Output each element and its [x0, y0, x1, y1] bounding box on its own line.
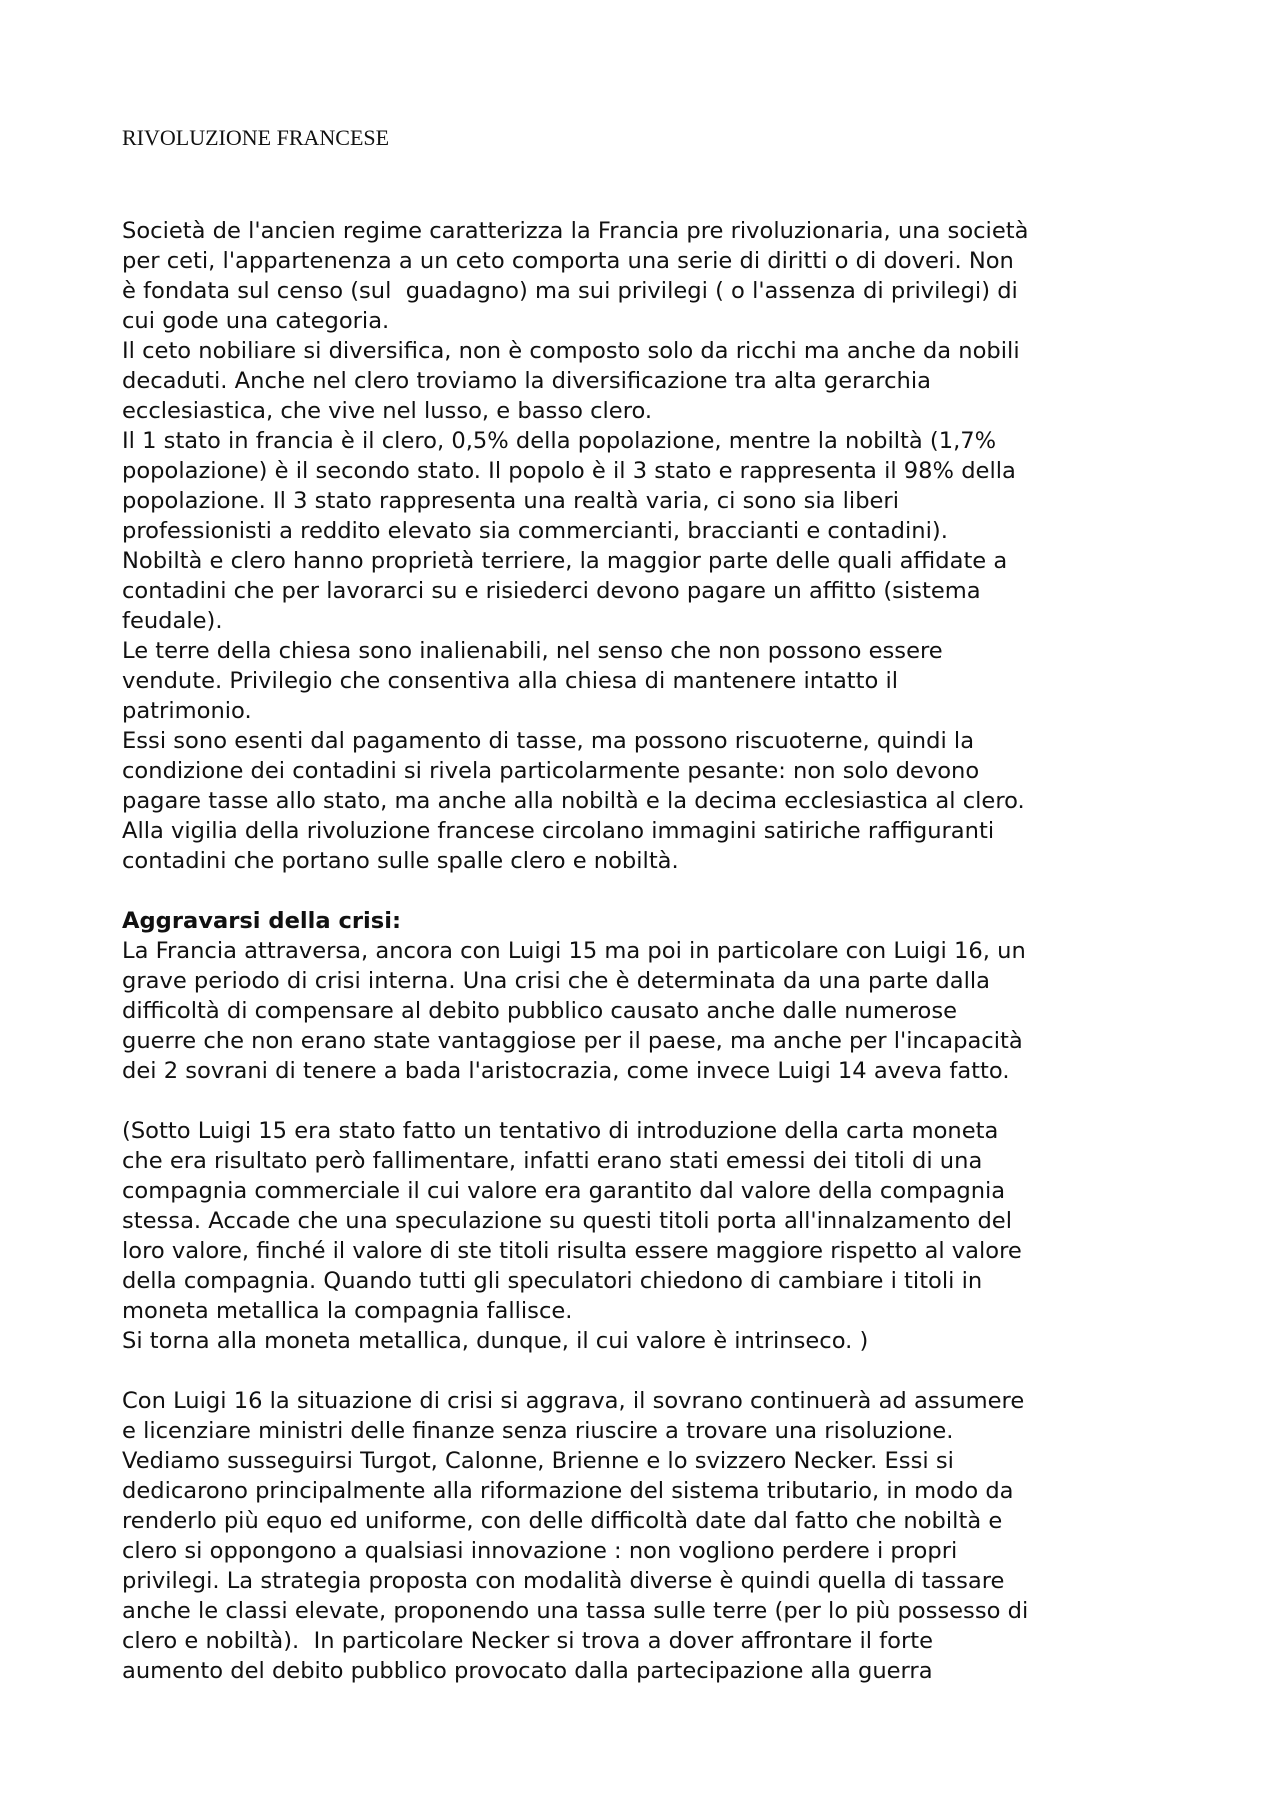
text-line: clero e nobiltà). In particolare Necker si trova a dover affrontare il forte — [122, 1628, 934, 1654]
text-line: patrimonio. — [122, 698, 252, 724]
document-page — [122, 120, 1172, 1686]
text-line: renderlo più equo ed uniforme, con delle difficoltà date dal fatto che nobiltà e — [122, 1508, 1003, 1534]
text-line: dei 2 sovrani di tenere a bada l'aristocrazia, come invece Luigi 14 aveva fatto. — [122, 1058, 1010, 1084]
text-line: contadini che portano sulle spalle clero e nobiltà. — [122, 848, 679, 874]
text-line: aumento del debito pubblico provocato dalla partecipazione alla guerra — [122, 1658, 933, 1684]
section-heading: Aggravarsi della crisi: — [122, 908, 402, 934]
text-line: è fondata sul censo (sul guadagno) ma sui privilegi ( o l'assenza di privilegi) di — [122, 278, 1018, 304]
text-line: contadini che per lavorarci su e risiederci devono pagare un affitto (sistema — [122, 578, 981, 604]
text-line: condizione dei contadini si rivela particolarmente pesante: non solo devono — [122, 758, 980, 784]
text-line: Il 1 stato in francia è il clero, 0,5% della popolazione, mentre la nobiltà (1,7% — [122, 428, 997, 454]
text-line: compagnia commerciale il cui valore era garantito dal valore della compagnia — [122, 1178, 1006, 1204]
text-line: Essi sono esenti dal pagamento di tasse, ma possono riscuoterne, quindi la — [122, 728, 975, 754]
text-line: Le terre della chiesa sono inalienabili, nel senso che non possono essere — [122, 638, 943, 664]
text-line: Vediamo susseguirsi Turgot, Calonne, Brienne e lo svizzero Necker. Essi si — [122, 1448, 954, 1474]
text-line: feudale). — [122, 608, 223, 634]
text-line: della compagnia. Quando tutti gli speculatori chiedono di cambiare i titoli in — [122, 1268, 983, 1294]
text-line: stessa. Accade che una speculazione su questi titoli porta all'innalzamento del — [122, 1208, 1012, 1234]
text-line: dedicarono principalmente alla riformazione del sistema tributario, in modo da — [122, 1478, 1014, 1504]
text-line: Con Luigi 16 la situazione di crisi si aggrava, il sovrano continuerà ad assumere — [122, 1388, 1025, 1414]
text-line: pagare tasse allo stato, ma anche alla nobiltà e la decima ecclesiastica al clero. — [122, 788, 1025, 814]
text-line: guerre che non erano state vantaggiose per il paese, ma anche per l'incapacità — [122, 1028, 1023, 1054]
text-line: moneta metallica la compagnia fallisce. — [122, 1298, 573, 1324]
text-line: Nobiltà e clero hanno proprietà terriere, la maggior parte delle quali affidate a — [122, 548, 1008, 574]
text-line: grave periodo di crisi interna. Una crisi che è determinata da una parte dalla — [122, 968, 990, 994]
text-line: vendute. Privilegio che consentiva alla chiesa di mantenere intatto il — [122, 668, 899, 694]
blank-line — [122, 876, 1172, 906]
text-line: ecclesiastica, che vive nel lusso, e basso clero. — [122, 398, 653, 424]
text-line: che era risultato però fallimentare, infatti erano stati emessi dei titoli di una — [122, 1148, 983, 1174]
text-line: Società de l'ancien regime caratterizza la Francia pre rivoluzionaria, una società — [122, 218, 1029, 244]
blank-line — [122, 1356, 1172, 1386]
text-line: Alla vigilia della rivoluzione francese circolano immagini satiriche raffiguranti — [122, 818, 995, 844]
text-line: decaduti. Anche nel clero troviamo la diversificazione tra alta gerarchia — [122, 368, 931, 394]
document-title: RIVOLUZIONE FRANCESE — [122, 125, 390, 150]
text-line: anche le classi elevate, proponendo una tassa sulle terre (per lo più possesso di — [122, 1598, 1029, 1624]
blank-line — [122, 1086, 1172, 1116]
text-line: per ceti, l'appartenenza a un ceto comporta una serie di diritti o di doveri. Non — [122, 248, 1014, 274]
text-line: e licenziare ministri delle finanze senza riuscire a trovare una risoluzione. — [122, 1418, 954, 1444]
text-line: clero si oppongono a qualsiasi innovazione : non vogliono perdere i propri — [122, 1538, 958, 1564]
text-line: La Francia attraversa, ancora con Luigi 15 ma poi in particolare con Luigi 16, un — [122, 938, 1026, 964]
text-line: professionisti a reddito elevato sia commercianti, braccianti e contadini). — [122, 518, 948, 544]
text-line: popolazione) è il secondo stato. Il popolo è il 3 stato e rappresenta il 98% della — [122, 458, 1016, 484]
text-line: loro valore, finché il valore di ste titoli risulta essere maggiore rispetto al valore — [122, 1238, 1022, 1264]
text-line: Si torna alla moneta metallica, dunque, il cui valore è intrinseco. ) — [122, 1328, 869, 1354]
text-line: Il ceto nobiliare si diversifica, non è composto solo da ricchi ma anche da nobili — [122, 338, 1020, 364]
text-line: cui gode una categoria. — [122, 308, 390, 334]
text-line: popolazione. Il 3 stato rappresenta una realtà varia, ci sono sia liberi — [122, 488, 900, 514]
text-line: privilegi. La strategia proposta con modalità diverse è quindi quella di tassare — [122, 1568, 1005, 1594]
text-line: (Sotto Luigi 15 era stato fatto un tentativo di introduzione della carta moneta — [122, 1118, 999, 1144]
document-body — [122, 216, 1172, 1686]
text-line: difficoltà di compensare al debito pubblico causato anche dalle numerose — [122, 998, 958, 1024]
